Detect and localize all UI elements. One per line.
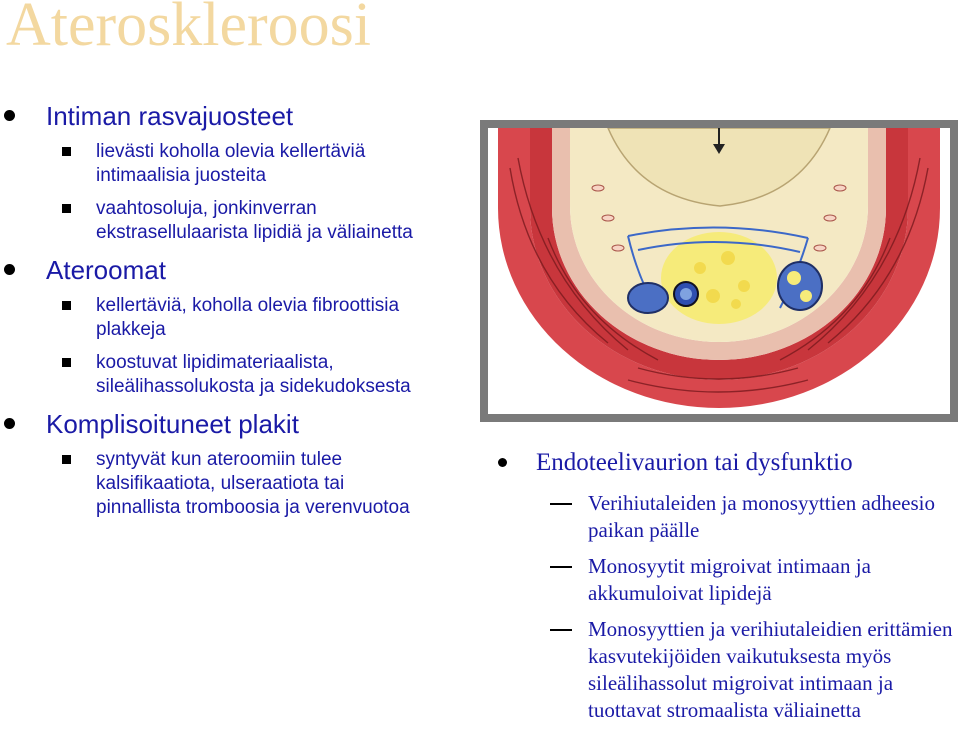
sub-bullet-text: vaahtosoluja, jonkinverran ekstrasellulaarista lipidiä ja väliainetta xyxy=(96,198,413,243)
sub-bullet-text: Monosyyttien ja verihiutaleidien erittämien kasvutekijöiden vaikutuksesta myös sileälihassolut migroivat intimaan ja tuottavat stromaalista väliainetta xyxy=(588,617,953,722)
sub-bullet-text: koostuvat lipidimateriaalista, sileälihassolukosta ja sidekudoksesta xyxy=(96,352,411,397)
sub-bullet xyxy=(492,616,958,724)
dash-bullet-icon xyxy=(550,503,572,505)
bullet-dot-icon xyxy=(4,418,15,429)
right-bullet-list xyxy=(492,448,957,733)
sub-bullet-text: lievästi koholla olevia kellertäviä intimaalisia juosteita xyxy=(96,141,366,186)
sub-bullet xyxy=(0,351,426,399)
bullet-dot-icon xyxy=(498,458,507,467)
square-bullet-icon xyxy=(62,455,71,464)
square-bullet-icon xyxy=(62,358,71,367)
sub-bullet xyxy=(0,197,426,245)
sub-bullet-text: Verihiutaleiden ja monosyyttien adheesio paikan päälle xyxy=(588,491,935,542)
square-bullet-icon xyxy=(62,301,71,310)
sub-bullet xyxy=(0,448,426,520)
square-bullet-icon xyxy=(62,204,71,213)
sub-bullet xyxy=(0,140,426,188)
bullet-label: Endoteelivaurion tai dysfunktio xyxy=(536,449,853,476)
square-bullet-icon xyxy=(62,147,71,156)
dash-bullet-icon xyxy=(550,629,572,631)
sub-bullet-text: kellertäviä, koholla olevia fibroottisia plakkeja xyxy=(96,295,400,340)
dash-bullet-icon xyxy=(550,566,572,568)
bullet-complicated-plaques xyxy=(0,408,470,440)
bullet-dot-icon xyxy=(4,110,15,121)
bullet-label: Ateroomat xyxy=(46,255,166,285)
bullet-label: Intiman rasvajuosteet xyxy=(46,101,294,131)
bullet-label: Komplisoituneet plakit xyxy=(46,409,299,439)
sub-bullet xyxy=(492,490,958,544)
bullet-atheromas xyxy=(0,254,470,286)
sub-bullet xyxy=(492,553,958,607)
left-bullet-list xyxy=(0,100,470,529)
artery-plaque-icon xyxy=(488,128,950,414)
sub-bullet xyxy=(0,294,426,342)
bullet-fatty-streaks xyxy=(0,100,470,132)
bullet-dot-icon xyxy=(4,264,15,275)
artery-cross-section-illustration xyxy=(480,120,958,422)
sub-bullet-text: Monosyytit migroivat intimaan ja akkumuloivat lipidejä xyxy=(588,554,871,605)
slide-title: Ateroskleroosi xyxy=(6,0,372,59)
bullet-endothelial-damage xyxy=(492,448,957,478)
sub-bullet-text: syntyvät kun ateroomiin tulee kalsifikaatiota, ulseraatiota tai pinnallista tromboosia ja verenvuotoa xyxy=(96,449,410,518)
